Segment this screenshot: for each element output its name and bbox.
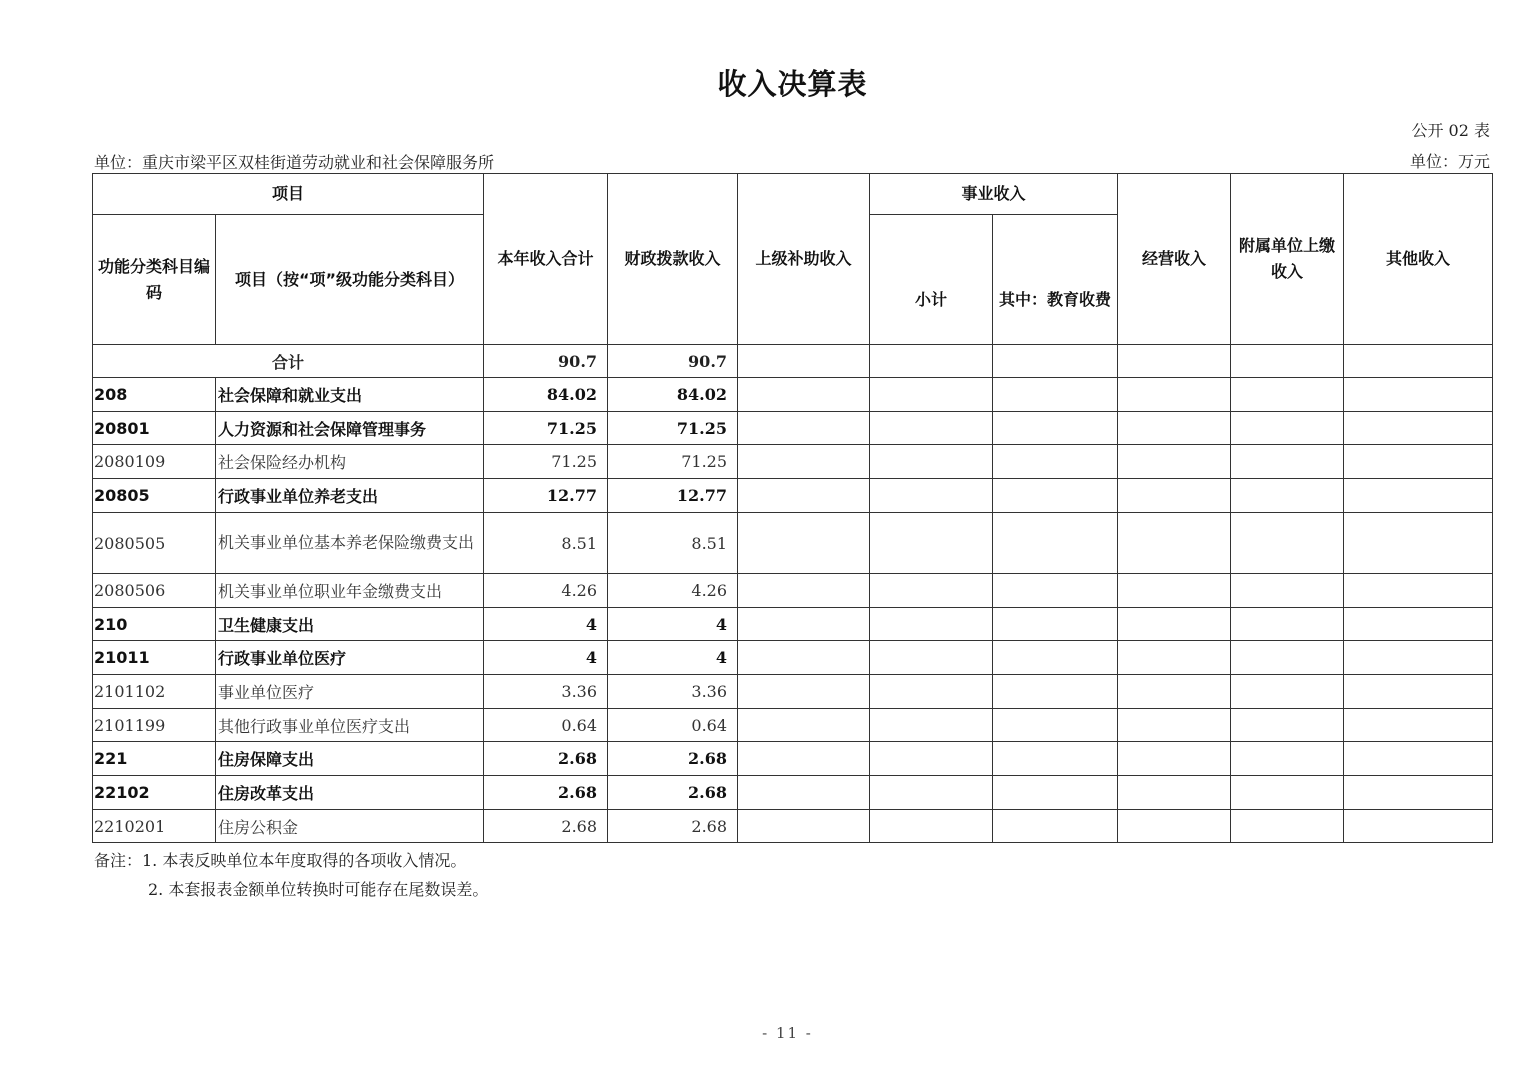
header-func-code: 功能分类科目编码	[93, 215, 216, 345]
header-project: 项目	[93, 174, 484, 215]
row-total-income: 12.77	[484, 479, 608, 513]
note-line-2: 2. 本套报表金额单位转换时可能存在尾数误差。	[148, 880, 489, 899]
row-code: 2210201	[93, 810, 216, 843]
row-name: 住房公积金	[216, 810, 484, 843]
header-other: 其他收入	[1344, 174, 1493, 345]
row-name: 行政事业单位医疗	[216, 641, 484, 675]
table-row	[93, 742, 1493, 776]
row-name: 人力资源和社会保障管理事务	[216, 412, 484, 445]
row-fiscal: 4.26	[608, 574, 738, 608]
income-table	[92, 173, 1493, 843]
row-total-income: 4	[484, 641, 608, 675]
row-total-income: 84.02	[484, 378, 608, 412]
row-fiscal: 71.25	[608, 412, 738, 445]
header-business: 事业收入	[870, 174, 1118, 215]
row-name: 其他行政事业单位医疗支出	[216, 709, 484, 742]
row-fiscal: 4	[608, 608, 738, 641]
form-number: 公开 02 表	[1411, 121, 1490, 140]
table-row	[93, 675, 1493, 709]
row-total-income: 71.25	[484, 412, 608, 445]
table-row	[93, 445, 1493, 479]
table-row	[93, 378, 1493, 412]
row-code: 2080506	[93, 574, 216, 608]
row-total-income: 2.68	[484, 776, 608, 810]
row-total-income: 71.25	[484, 445, 608, 479]
table-row	[93, 574, 1493, 608]
row-code: 221	[93, 742, 216, 776]
header-total-income: 本年收入合计	[484, 174, 608, 345]
row-name: 卫生健康支出	[216, 608, 484, 641]
page-number: - 11 -	[762, 1024, 813, 1042]
row-total-income: 4	[484, 608, 608, 641]
note-line-1: 备注：1. 本表反映单位本年度取得的各项收入情况。	[94, 851, 467, 870]
header-superior: 上级补助收入	[738, 174, 870, 345]
row-code: 2101102	[93, 675, 216, 709]
row-total-income: 2.68	[484, 810, 608, 843]
table-row-total	[93, 345, 1493, 378]
row-code: 22102	[93, 776, 216, 810]
row-total-income: 2.68	[484, 742, 608, 776]
row-name: 事业单位医疗	[216, 675, 484, 709]
table-row	[93, 810, 1493, 843]
row-total-income: 3.36	[484, 675, 608, 709]
table-row	[93, 412, 1493, 445]
header-fiscal: 财政拨款收入	[608, 174, 738, 345]
row-fiscal: 84.02	[608, 378, 738, 412]
row-total-income: 0.64	[484, 709, 608, 742]
row-code: 2080505	[93, 513, 216, 574]
row-total-income: 4.26	[484, 574, 608, 608]
row-fiscal: 8.51	[608, 513, 738, 574]
row-code: 2101199	[93, 709, 216, 742]
row-fiscal: 0.64	[608, 709, 738, 742]
table-row	[93, 709, 1493, 742]
row-name: 住房改革支出	[216, 776, 484, 810]
row-code: 208	[93, 378, 216, 412]
row-code: 2080109	[93, 445, 216, 479]
row-name: 机关事业单位基本养老保险缴费支出	[216, 513, 484, 574]
notes	[94, 846, 488, 904]
row-total-income: 8.51	[484, 513, 608, 574]
row-code: 21011	[93, 641, 216, 675]
row-name: 社会保障和就业支出	[216, 378, 484, 412]
row-fiscal: 2.68	[608, 776, 738, 810]
row-fiscal: 12.77	[608, 479, 738, 513]
header-affiliated: 附属单位上缴收入	[1231, 174, 1344, 345]
unit-currency: 单位：万元	[1409, 152, 1490, 171]
row-name: 住房保障支出	[216, 742, 484, 776]
header-item-name: 项目（按“项”级功能分类科目）	[216, 215, 484, 345]
row-name: 社会保险经办机构	[216, 445, 484, 479]
row-fiscal: 2.68	[608, 810, 738, 843]
row-name: 行政事业单位养老支出	[216, 479, 484, 513]
unit-organization: 单位：重庆市梁平区双桂街道劳动就业和社会保障服务所	[94, 153, 495, 172]
table-row	[93, 513, 1493, 574]
total-income-value: 90.7	[484, 345, 608, 378]
row-code: 210	[93, 608, 216, 641]
table-row	[93, 776, 1493, 810]
page-title: 收入决算表	[717, 67, 868, 101]
row-fiscal: 71.25	[608, 445, 738, 479]
total-label: 合计	[93, 345, 484, 378]
row-fiscal: 2.68	[608, 742, 738, 776]
row-code: 20805	[93, 479, 216, 513]
header-operating: 经营收入	[1118, 174, 1231, 345]
header-subtotal: 小计	[870, 215, 993, 345]
table-row	[93, 641, 1493, 675]
header-education: 其中：教育收费	[993, 215, 1118, 345]
table-row	[93, 608, 1493, 641]
row-code: 20801	[93, 412, 216, 445]
row-fiscal: 4	[608, 641, 738, 675]
table-row	[93, 479, 1493, 513]
total-fiscal-value: 90.7	[608, 345, 738, 378]
row-name: 机关事业单位职业年金缴费支出	[216, 574, 484, 608]
row-fiscal: 3.36	[608, 675, 738, 709]
